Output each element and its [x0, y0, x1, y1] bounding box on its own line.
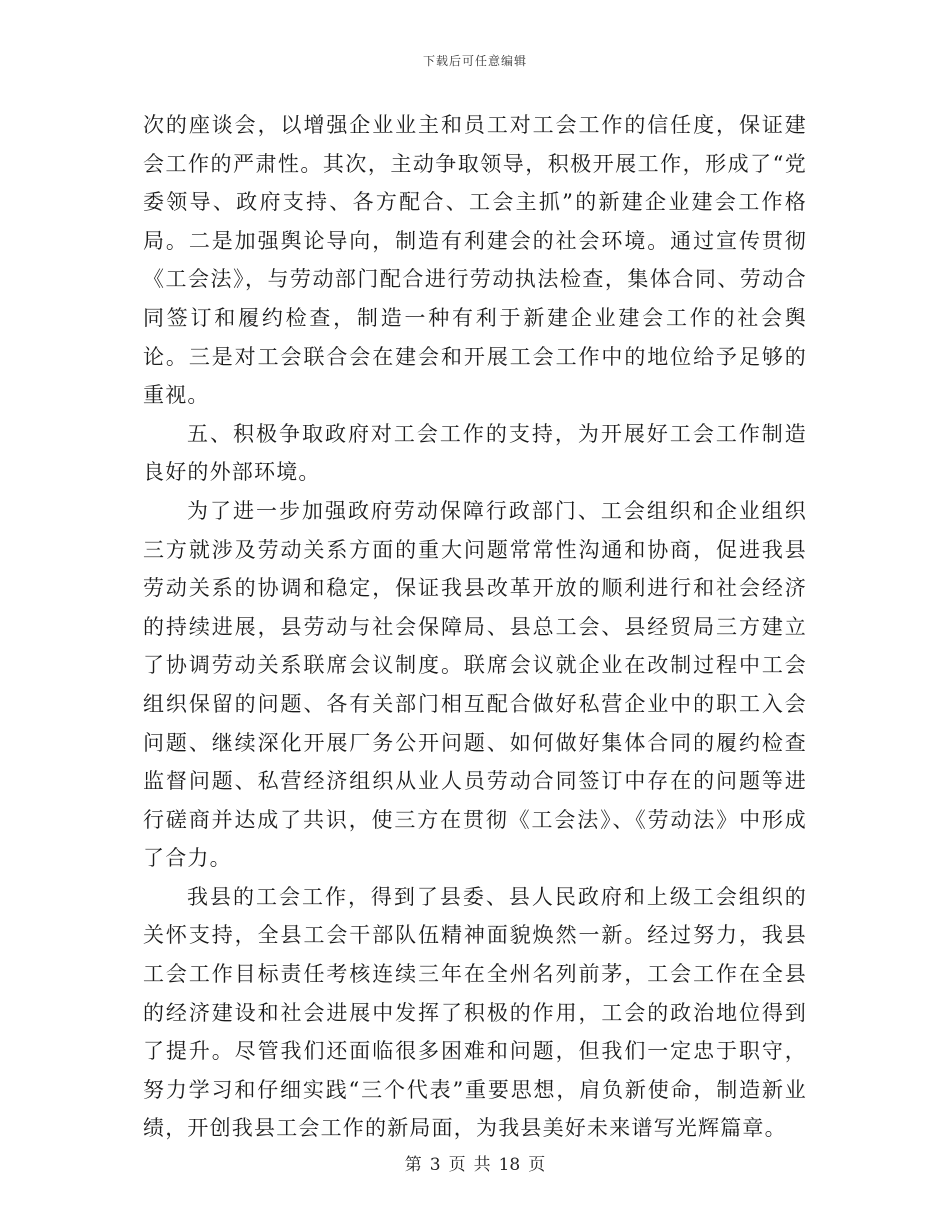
header-note: 下载后可任意编辑 [422, 54, 527, 68]
paragraph-continuation: 次的座谈会，以增强企业业主和员工对工会工作的信任度，保证建会工作的严肃性。其次，主动争取领导，积极开展工作，形成了“党委领导、政府支持、各方配合、工会主抓”的新建企业建会工作格局。二是加强舆论导向，制造有利建会的社会环境。通过宣传贯彻《工会法》，与劳动部门配合进行劳动执法检查，集体合同、劳动合同签订和履约检查，制造一种有利于新建企业建会工作的社会舆论。三是对工会联合会在建会和开展工会工作中的地位给予足够的重视。 [143, 113, 807, 408]
paragraph-joint-meeting: 为了进一步加强政府劳动保障行政部门、工会组织和企业组织三方就涉及劳动关系方面的重大问题常常性沟通和协商，促进我县劳动关系的协调和稳定，保证我县改革开放的顺利进行和社会经济的持续进展，县劳动与社会保障局、县总工会、县经贸局三方建立了协调劳动关系联席会议制度。联席会议就企业在改制过程中工会组织保留的问题、各有关部门相互配合做好私营企业中的职工入会问题、继续深化开展厂务公开问题、如何做好集体合同的履约检查监督问题、私营经济组织从业人员劳动合同签订中存在的问题等进行磋商并达成了共识，使三方在贯彻《工会法》、《劳动法》中形成了合力。 [143, 498, 807, 871]
paragraph-section-five-heading: 五、积极争取政府对工会工作的支持，为开展好工会工作制造良好的外部环境。 [143, 421, 807, 485]
footer-total-pages: 18 [498, 1155, 521, 1175]
footer-prefix: 第 [404, 1155, 422, 1175]
footer-page-unit-end: 页 [528, 1155, 546, 1175]
paragraph-conclusion: 我县的工会工作，得到了县委、县人民政府和上级工会组织的关怀支持，全县工会干部队伍精神面貌焕然一新。经过努力，我县工会工作目标责任考核连续三年在全州名列前茅，工会工作在全县的经济建设和社会进展中发挥了积极的作用，工会的政治地位得到了提升。尽管我们还面临很多困难和问题，但我们一定忠于职守，努力学习和仔细实践“三个代表”重要思想，肩负新使命，制造新业绩，开创我县工会工作的新局面，为我县美好未来谱写光辉篇章。 [143, 884, 807, 1141]
footer-page-unit: 页 [448, 1155, 466, 1175]
document-body [143, 106, 807, 1148]
page-number-footer [0, 1150, 950, 1175]
footer-total-word: 共 [473, 1155, 491, 1175]
footer-current-page: 3 [429, 1155, 441, 1175]
